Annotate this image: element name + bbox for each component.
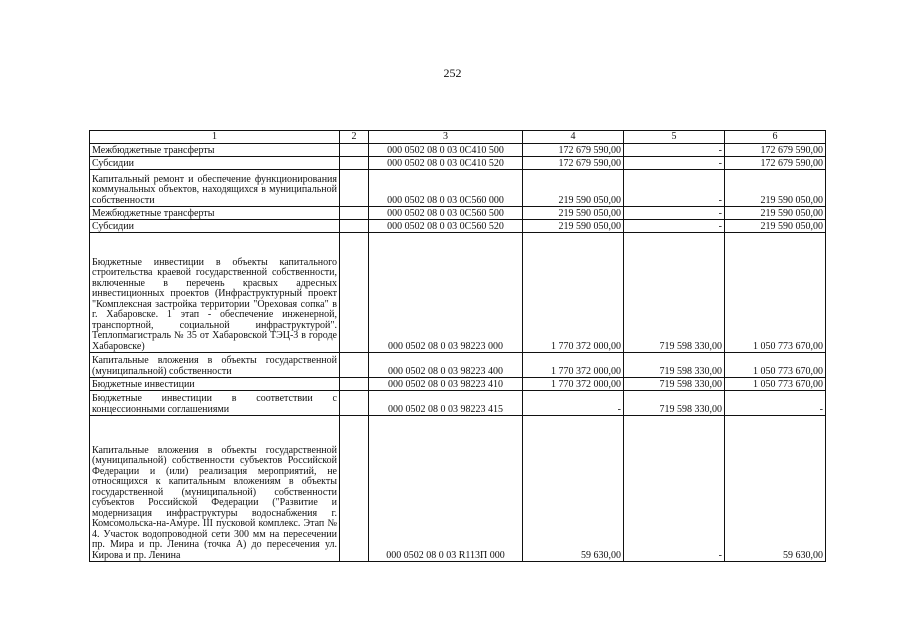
row-name: Капитальный ремонт и обеспечение функционирования коммунальных объектов, находящихся в муниципальной собственности <box>90 170 340 207</box>
header-cell: 2 <box>340 131 369 144</box>
row-code: 000 0502 08 0 03 0С560 520 <box>369 220 523 233</box>
row-value-5: 719 598 330,00 <box>624 391 725 416</box>
table-row <box>90 353 826 378</box>
row-value-6: 219 590 050,00 <box>725 170 826 207</box>
row-value-4: 1 770 372 000,00 <box>523 378 624 391</box>
row-value-6: 1 050 773 670,00 <box>725 378 826 391</box>
row-code: 000 0502 08 0 03 0С410 520 <box>369 157 523 170</box>
row-value-6: 219 590 050,00 <box>725 220 826 233</box>
row-code: 000 0502 08 0 03 0С560 500 <box>369 207 523 220</box>
row-col2 <box>340 144 369 157</box>
row-value-5: - <box>624 220 725 233</box>
row-col2 <box>340 233 369 353</box>
row-code: 000 0502 08 0 03 98223 000 <box>369 233 523 353</box>
row-code: 000 0502 08 0 03 98223 400 <box>369 353 523 378</box>
row-col2 <box>340 416 369 562</box>
row-value-4: 172 679 590,00 <box>523 157 624 170</box>
row-value-4: 172 679 590,00 <box>523 144 624 157</box>
row-value-6: 59 630,00 <box>725 416 826 562</box>
row-value-4: - <box>523 391 624 416</box>
row-value-4: 1 770 372 000,00 <box>523 353 624 378</box>
header-cell: 5 <box>624 131 725 144</box>
row-value-6: 172 679 590,00 <box>725 157 826 170</box>
table-row <box>90 170 826 207</box>
row-col2 <box>340 353 369 378</box>
table-row <box>90 378 826 391</box>
row-value-6: 172 679 590,00 <box>725 144 826 157</box>
row-code: 000 0502 08 0 03 0С410 500 <box>369 144 523 157</box>
row-name: Капитальные вложения в объекты государственной (муниципальной) собственности <box>90 353 340 378</box>
row-name: Бюджетные инвестиции в соответствии с концессионными соглашениями <box>90 391 340 416</box>
row-value-5: - <box>624 207 725 220</box>
row-code: 000 0502 08 0 03 R113П 000 <box>369 416 523 562</box>
row-col2 <box>340 170 369 207</box>
page-number: 252 <box>443 66 462 80</box>
table-row <box>90 144 826 157</box>
row-value-5: - <box>624 157 725 170</box>
row-value-5: 719 598 330,00 <box>624 353 725 378</box>
table-row <box>90 220 826 233</box>
header-cell: 6 <box>725 131 826 144</box>
header-cell: 4 <box>523 131 624 144</box>
row-value-4: 59 630,00 <box>523 416 624 562</box>
table-row <box>90 416 826 562</box>
row-col2 <box>340 378 369 391</box>
row-name: Капитальные вложения в объекты государственной (муниципальной) собственности субъектов Российской Федерации и (или) реализация мероприятий, не относящихся к капитальным вложениям в объекты государственной (муниципальной) собственности субъектов Российской Федерации ("Развитие и модернизация инфраструктуры водоснабжения г. Комсомольска-на-Амуре. III пусковой комплекс. Этап № 4. Участок водопроводной сети 300 мм на пересечении пр. Мира и пр. Ленина (точка А) до пересечения ул. Кирова и пр. Ленина <box>90 416 340 562</box>
header-row <box>90 131 826 144</box>
row-name: Межбюджетные трансферты <box>90 144 340 157</box>
table-row <box>90 391 826 416</box>
row-col2 <box>340 391 369 416</box>
table-row <box>90 207 826 220</box>
row-value-4: 219 590 050,00 <box>523 170 624 207</box>
row-name: Бюджетные инвестиции в объекты капитального строительства краевой государственной собственности, включенные в перечень красвых адресных инвестиционных проектов (Инфраструктурный проект "Комплексная застройка территории "Ореховая сопка" в г. Хабаровске. 1 этап - обеспечение инженерной, транспортной, социальной инфраструктурой". Теплопмагистраль № 35 от Хабаровской ТЭЦ-3 в городе Хабаровске) <box>90 233 340 353</box>
row-name: Субсидии <box>90 220 340 233</box>
row-code: 000 0502 08 0 03 0С560 000 <box>369 170 523 207</box>
row-value-6: 1 050 773 670,00 <box>725 353 826 378</box>
row-name: Межбюджетные трансферты <box>90 207 340 220</box>
row-value-6: 1 050 773 670,00 <box>725 233 826 353</box>
row-name: Бюджетные инвестиции <box>90 378 340 391</box>
header-cell: 3 <box>369 131 523 144</box>
row-code: 000 0502 08 0 03 98223 410 <box>369 378 523 391</box>
row-value-5: - <box>624 170 725 207</box>
row-code: 000 0502 08 0 03 98223 415 <box>369 391 523 416</box>
budget-table <box>89 130 826 562</box>
row-value-4: 219 590 050,00 <box>523 207 624 220</box>
row-name: Субсидии <box>90 157 340 170</box>
row-col2 <box>340 157 369 170</box>
row-value-6: - <box>725 391 826 416</box>
row-value-5: 719 598 330,00 <box>624 233 725 353</box>
row-col2 <box>340 220 369 233</box>
table-row <box>90 157 826 170</box>
table-row <box>90 233 826 353</box>
row-value-5: - <box>624 416 725 562</box>
row-value-5: 719 598 330,00 <box>624 378 725 391</box>
header-cell: 1 <box>90 131 340 144</box>
row-col2 <box>340 207 369 220</box>
row-value-4: 219 590 050,00 <box>523 220 624 233</box>
row-value-6: 219 590 050,00 <box>725 207 826 220</box>
row-value-5: - <box>624 144 725 157</box>
row-value-4: 1 770 372 000,00 <box>523 233 624 353</box>
